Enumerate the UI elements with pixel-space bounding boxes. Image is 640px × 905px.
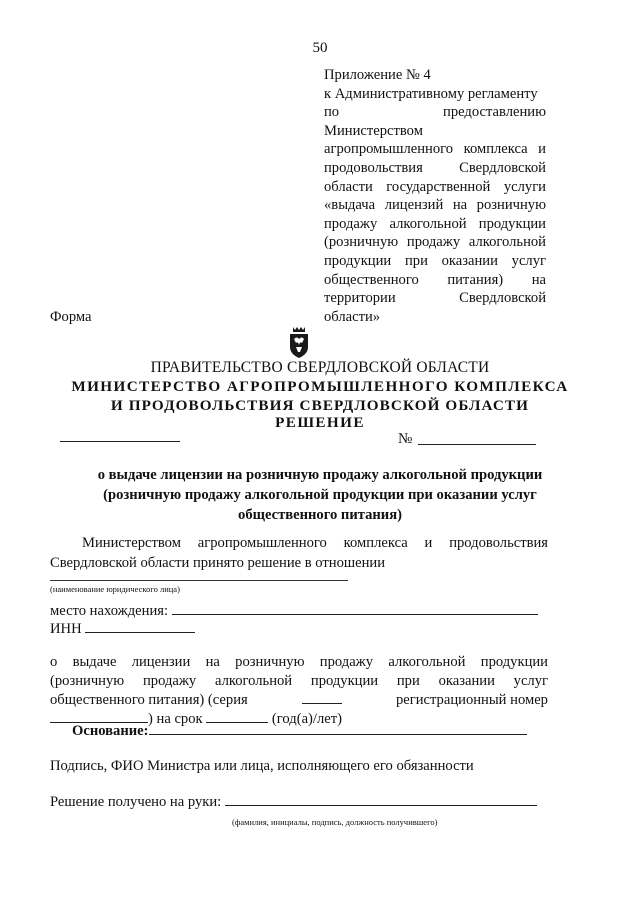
inn-row — [50, 620, 195, 638]
number-field[interactable] — [418, 444, 536, 445]
inn-field[interactable] — [85, 620, 195, 633]
license-line: о выдаче лицензии на розничную продажу алкогольной продукции — [50, 654, 548, 670]
basis-row — [72, 722, 527, 740]
annex-line: «выдача лицензий на розничную — [324, 197, 546, 214]
location-row — [50, 601, 548, 621]
signature-line: Подпись, ФИО Министра или лица, исполняющего его обязанности — [50, 758, 474, 774]
license-line: (год(а)/лет) — [271, 711, 342, 727]
annex-line: (розничную продажу алкогольной — [324, 234, 546, 251]
basis-field[interactable] — [149, 722, 527, 735]
annex-line: к Административному регламенту — [324, 85, 538, 102]
annex-line: продажу алкогольной продукции — [324, 215, 546, 232]
annex-line: по предоставлению — [324, 104, 546, 121]
series-row — [50, 691, 548, 710]
basis-label: Основание: — [72, 723, 149, 739]
decision-title: РЕШЕНИЕ — [275, 414, 365, 431]
intro-paragraph — [50, 533, 548, 573]
annex-line: Приложение № 4 — [324, 67, 431, 83]
series-field[interactable] — [302, 691, 342, 704]
inn-label: ИНН — [50, 621, 82, 637]
received-field[interactable] — [225, 793, 537, 806]
date-field[interactable] — [60, 441, 180, 442]
annex-line: агропромышленного комплекса и — [324, 141, 546, 158]
received-row — [50, 793, 537, 811]
annex-line: территории Свердловской — [324, 290, 546, 307]
subject-line: общественного питания) — [238, 507, 402, 523]
license-line: ) на срок — [148, 711, 203, 727]
received-caption: (фамилия, инициалы, подпись, должность получившего) — [232, 817, 438, 827]
license-line: (розничную продажу алкогольной продукции при оказании услуг — [50, 673, 548, 689]
decision-subject — [50, 465, 590, 525]
page-number: 50 — [312, 40, 328, 56]
received-label: Решение получено на руки: — [50, 794, 222, 810]
annex-line: продовольствия Свердловской — [324, 159, 546, 176]
subject-line: о выдаче лицензии на розничную продажу алкогольной продукции — [97, 467, 543, 483]
subject-line: (розничную продажу алкогольной продукции при оказании услуг — [103, 487, 537, 503]
ministry-title-line2: И ПРОДОВОЛЬСТВИЯ СВЕРДЛОВСКОЙ ОБЛАСТИ — [110, 397, 530, 414]
annex-line: продукции при оказании услуг — [324, 252, 546, 269]
annex-line: области государственной услуги — [324, 178, 546, 195]
intro-line: Министерством агропромышленного комплекса и продовольствия — [82, 535, 548, 551]
intro-line: Свердловской области принято решение в отношении — [50, 555, 386, 571]
government-title: ПРАВИТЕЛЬСТВО СВЕРДЛОВСКОЙ ОБЛАСТИ — [150, 359, 490, 376]
license-line: общественного питания) (серия — [50, 692, 248, 708]
annex-block — [324, 66, 546, 326]
number-sign: № — [398, 431, 413, 447]
ministry-title-line1: МИНИСТЕРСТВО АГРОПРОМЫШЛЕННОГО КОМПЛЕКСА — [71, 378, 569, 395]
license-paragraph — [50, 653, 548, 729]
annex-line: области» — [324, 308, 381, 325]
organization-caption: (наименование юридического лица) — [50, 584, 180, 594]
form-label: Форма — [50, 309, 92, 325]
location-label: место нахождения: — [50, 603, 169, 619]
coat-of-arms-icon — [284, 325, 314, 359]
annex-line: общественного питания) на — [324, 271, 546, 288]
annex-line: Министерством — [324, 122, 423, 139]
license-line: регистрационный номер — [395, 692, 548, 708]
organization-name-field[interactable] — [50, 580, 348, 581]
location-field[interactable] — [172, 602, 538, 615]
